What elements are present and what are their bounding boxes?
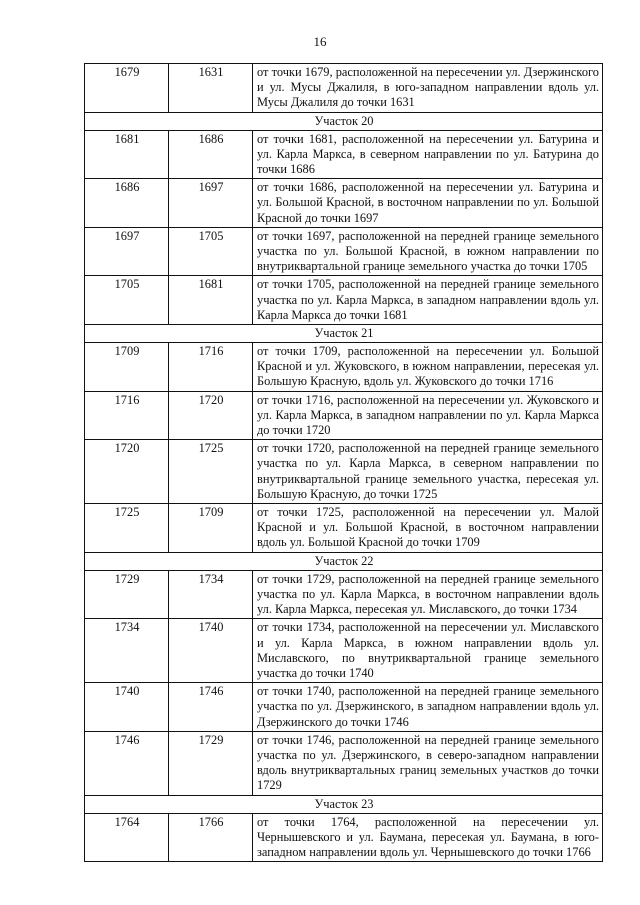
description-cell: от точки 1716, расположенной на пересечении ул. Жуковского и ул. Карла Маркса, в западном направлении по ул. Карла Маркса до точки 1720 <box>253 391 603 440</box>
section-header-row <box>85 325 603 343</box>
description-cell: от точки 1764, расположенной на пересечении ул. Чернышевского и ул. Баумана, пересекая ул. Баумана, в юго-западном направлении вдоль ул. Чернышевского до точки 1766 <box>253 813 603 862</box>
end-point-cell: 1697 <box>169 179 253 228</box>
start-point-cell: 1725 <box>85 504 169 553</box>
table-row <box>85 683 603 732</box>
section-title: Участок 21 <box>85 325 603 343</box>
section-header-row <box>85 112 603 130</box>
end-point-cell: 1716 <box>169 343 253 392</box>
start-point-cell: 1720 <box>85 440 169 504</box>
start-point-cell: 1746 <box>85 731 169 795</box>
start-point-cell: 1681 <box>85 130 169 179</box>
description-cell: от точки 1729, расположенной на передней границе земельного участка по ул. Карла Маркса, в восточном направлении вдоль ул. Карла Маркса, пересекая ул. Миславского, до точки 1734 <box>253 570 603 619</box>
end-point-cell: 1686 <box>169 130 253 179</box>
section-title: Участок 20 <box>85 112 603 130</box>
section-header-row <box>85 552 603 570</box>
boundary-description-table <box>84 63 603 862</box>
table-row <box>85 504 603 553</box>
description-cell: от точки 1720, расположенной на передней границе земельного участка по ул. Карла Маркса, в северном направлении по внутриквартальной границе земельного участка, пересекая ул. Большую Красную, до точки 1725 <box>253 440 603 504</box>
description-cell: от точки 1679, расположенной на пересечении ул. Дзержинского и ул. Мусы Джалиля, в юго-западном направлении вдоль ул. Мусы Джалиля до точки 1631 <box>253 64 603 113</box>
table-row <box>85 813 603 862</box>
start-point-cell: 1716 <box>85 391 169 440</box>
table-row <box>85 570 603 619</box>
table-row <box>85 619 603 683</box>
start-point-cell: 1709 <box>85 343 169 392</box>
section-title: Участок 22 <box>85 552 603 570</box>
start-point-cell: 1679 <box>85 64 169 113</box>
description-cell: от точки 1681, расположенной на пересечении ул. Батурина и ул. Карла Маркса, в северном направлении по ул. Батурина до точки 1686 <box>253 130 603 179</box>
start-point-cell: 1764 <box>85 813 169 862</box>
description-cell: от точки 1746, расположенной на передней границе земельного участка по ул. Дзержинского, в северо-западном направлении вдоль внутриквартальных границ земельных участков до точки 1729 <box>253 731 603 795</box>
end-point-cell: 1734 <box>169 570 253 619</box>
end-point-cell: 1725 <box>169 440 253 504</box>
end-point-cell: 1631 <box>169 64 253 113</box>
end-point-cell: 1720 <box>169 391 253 440</box>
table-row <box>85 731 603 795</box>
table-row <box>85 130 603 179</box>
end-point-cell: 1729 <box>169 731 253 795</box>
end-point-cell: 1766 <box>169 813 253 862</box>
start-point-cell: 1686 <box>85 179 169 228</box>
table-row <box>85 179 603 228</box>
description-cell: от точки 1705, расположенной на передней границе земельного участка по ул. Карла Маркса, в западном направлении вдоль ул. Карла Маркса до точки 1681 <box>253 276 603 325</box>
start-point-cell: 1697 <box>85 227 169 276</box>
table-row <box>85 440 603 504</box>
description-cell: от точки 1734, расположенной на пересечении ул. Миславского и ул. Карла Маркса, в южном направлении вдоль ул. Миславского, по внутриквартальной границе земельного участка до точки 1740 <box>253 619 603 683</box>
description-cell: от точки 1686, расположенной на пересечении ул. Батурина и ул. Большой Красной, в восточном направлении по ул. Большой Красной до точки 1697 <box>253 179 603 228</box>
end-point-cell: 1705 <box>169 227 253 276</box>
end-point-cell: 1740 <box>169 619 253 683</box>
table-row <box>85 276 603 325</box>
description-cell: от точки 1740, расположенной на передней границе земельного участка по ул. Дзержинского, в западном направлении вдоль ул. Дзержинского до точки 1746 <box>253 683 603 732</box>
table-row <box>85 64 603 113</box>
start-point-cell: 1729 <box>85 570 169 619</box>
start-point-cell: 1705 <box>85 276 169 325</box>
start-point-cell: 1734 <box>85 619 169 683</box>
page-number: 16 <box>313 34 327 49</box>
start-point-cell: 1740 <box>85 683 169 732</box>
table-row <box>85 227 603 276</box>
end-point-cell: 1746 <box>169 683 253 732</box>
section-header-row <box>85 795 603 813</box>
description-cell: от точки 1725, расположенной на пересечении ул. Малой Красной и ул. Большой Красной, в восточном направлении вдоль ул. Большой Красной до точки 1709 <box>253 504 603 553</box>
table-row <box>85 391 603 440</box>
description-cell: от точки 1709, расположенной на пересечении ул. Большой Красной и ул. Жуковского, в южном направлении, пересекая ул. Большую Красную, вдоль ул. Жуковского до точки 1716 <box>253 343 603 392</box>
table-row <box>85 343 603 392</box>
section-title: Участок 23 <box>85 795 603 813</box>
table-body <box>85 64 603 862</box>
end-point-cell: 1681 <box>169 276 253 325</box>
end-point-cell: 1709 <box>169 504 253 553</box>
description-cell: от точки 1697, расположенной на передней границе земельного участка по ул. Большой Красной, в южном направлении по внутриквартальной границе земельного участка до точки 1705 <box>253 227 603 276</box>
